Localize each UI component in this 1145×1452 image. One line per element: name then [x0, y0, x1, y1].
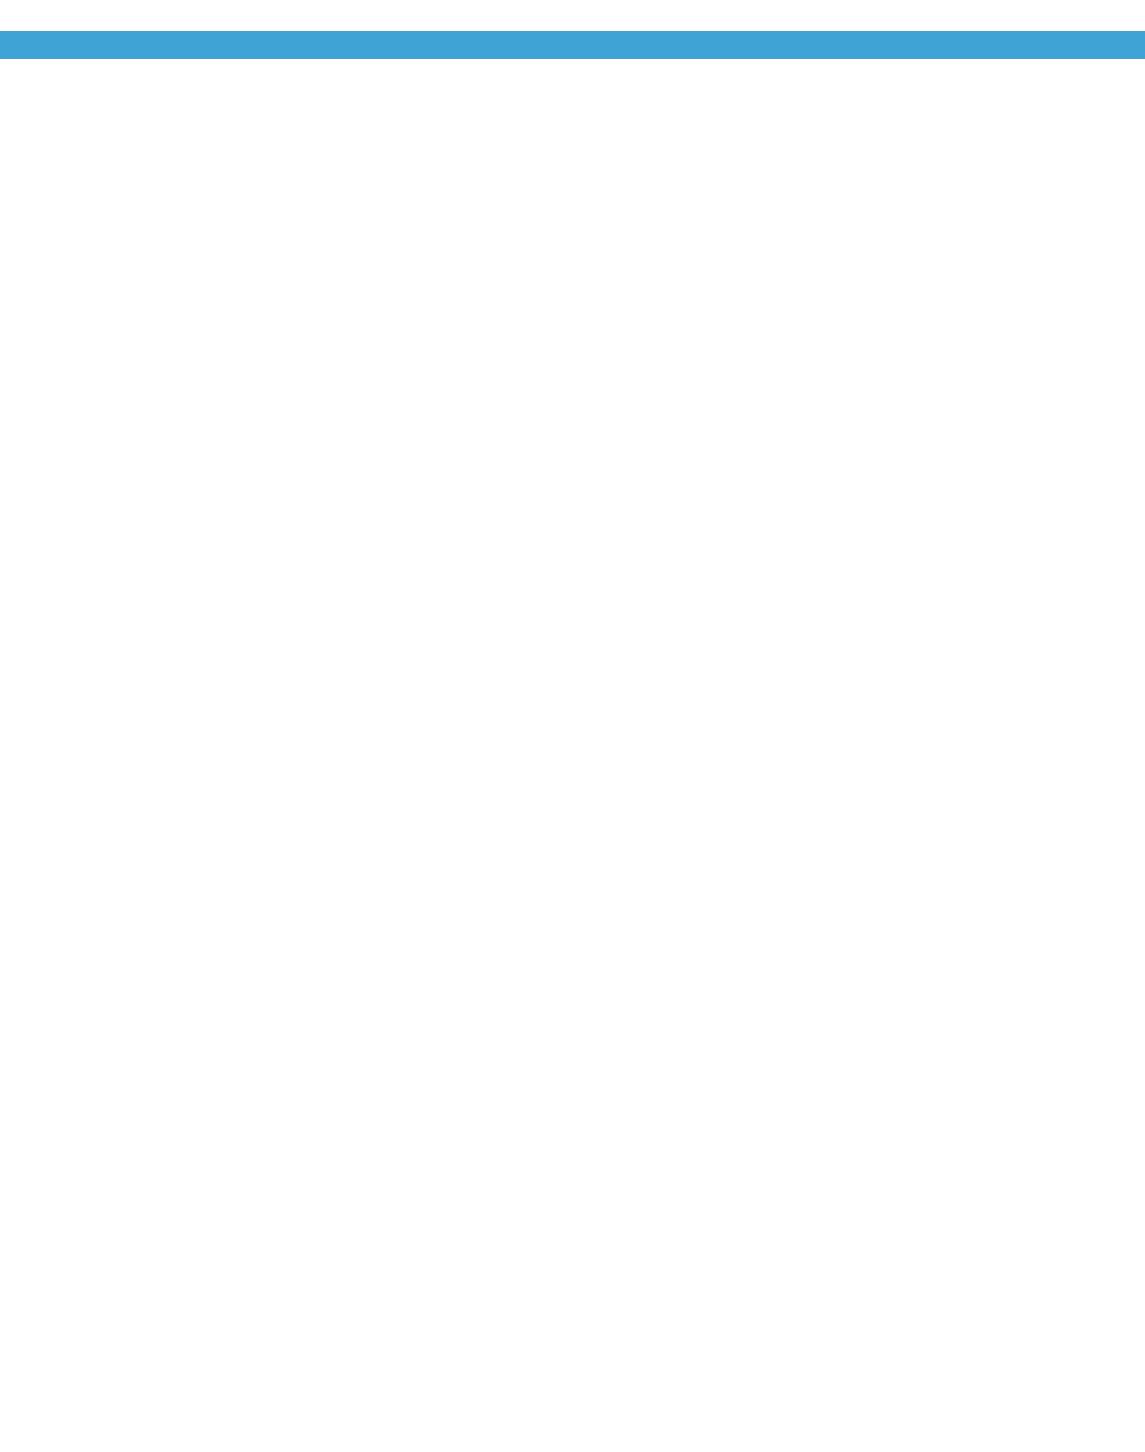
page-title: [0, 0, 1145, 31]
table-header: [0, 31, 1145, 59]
header-grade: [306, 31, 343, 59]
header-school: [953, 31, 1145, 59]
header-topic: [482, 31, 883, 59]
header-weekday: [62, 31, 201, 59]
header-time: [201, 31, 306, 59]
header-teacher: [883, 31, 953, 59]
header-date: [0, 31, 62, 59]
header-subject: [343, 31, 482, 59]
